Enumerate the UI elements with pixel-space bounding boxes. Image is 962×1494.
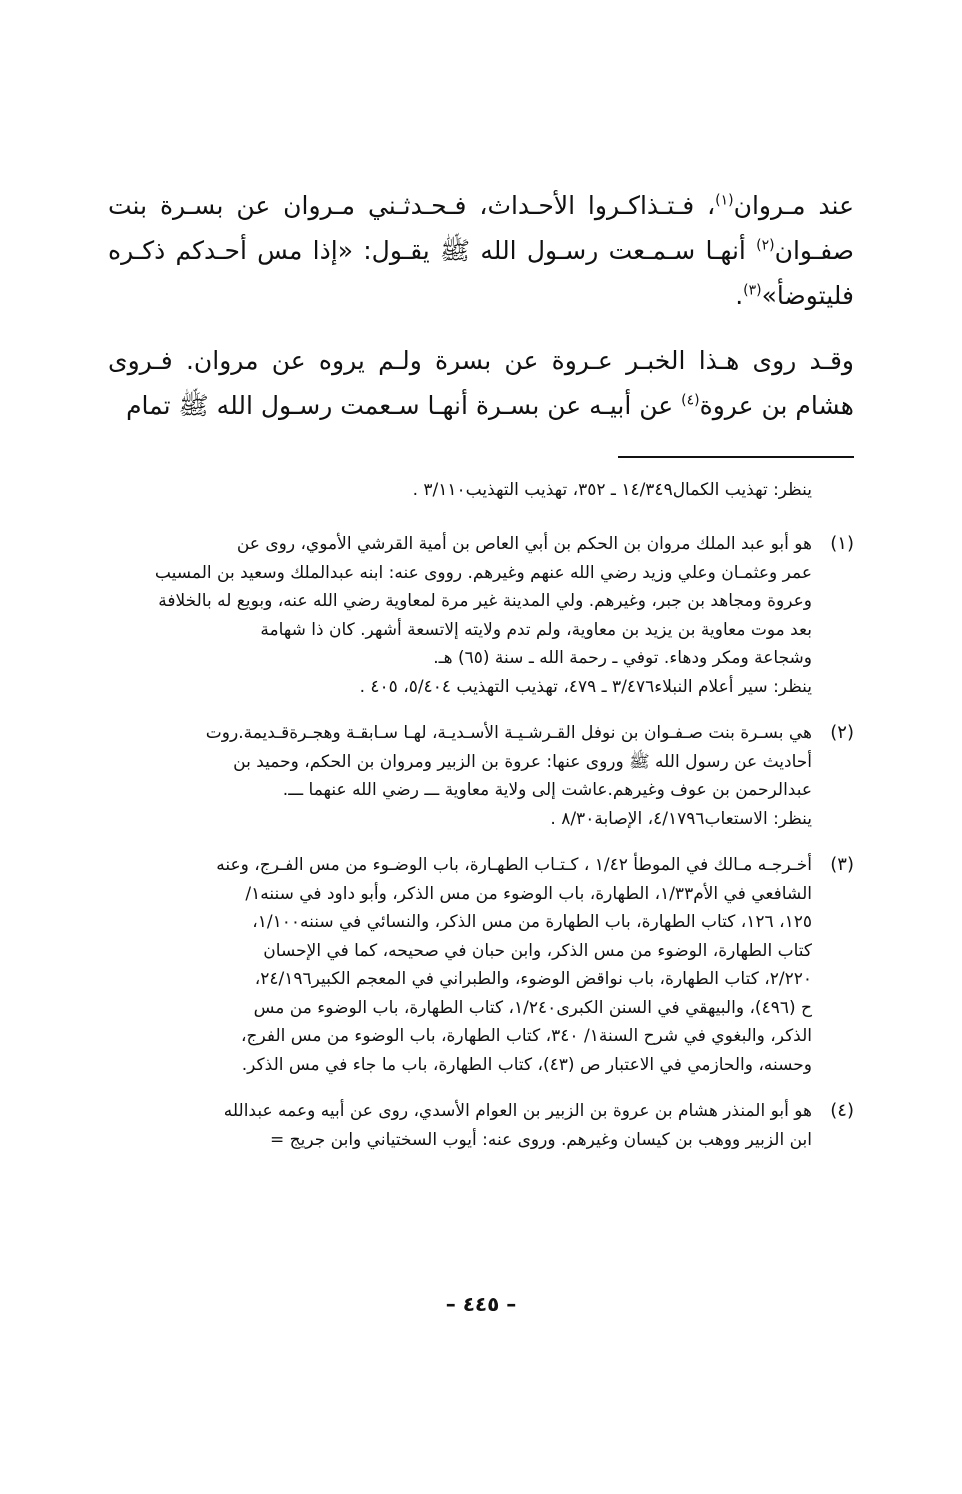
footnote-4 (100, 1097, 854, 1154)
page-number: – ٤٤٥ – (445, 1292, 517, 1316)
main-text (108, 183, 854, 428)
footnote-text (100, 1097, 812, 1154)
text-run: أنهـا سـمـعت رسـول الله ﷺ يقـول: «إذا مس أحـدكم ذكـره فليتوضأ» (108, 236, 854, 310)
footnote-line: ابن الزبير ووهب بن كيسان وغيرهم. وروى عنه: أيوب السختياني وابن جريج = (270, 1129, 812, 1150)
footnote-line: وحسنه، والحازمي في الاعتبار ص (٤٣)، كتاب الطهارة، باب ما جاء في مس الذكر. (241, 1054, 812, 1075)
footnote-text (100, 719, 812, 833)
footnote-line: ٢/٢٢٠، كتاب الطهارة، باب نواقض الوضوء، والطبراني في المعجم الكبير٢٤/١٩٦، (254, 969, 812, 989)
footnote-line: عمر وعثمـان وعلي وزيد رضي الله عنهم وغيرهم. رووى عنه: ابنه عبدالملك وسعيد بن المسيب (154, 562, 812, 583)
footnote-number: (٤) (830, 1100, 854, 1121)
footnote-line: ح (٤٩٦)، والبيهقي في السنن الكبرى١/٢٤٠، كتاب الطهارة، باب الوضوء من مس (253, 997, 812, 1018)
footnote-line: الذكر، والبغوي في شرح السنة١/ ٣٤٠، كتاب الطهارة، باب الوضوء من مس الفرج، (241, 1026, 812, 1046)
footnote-line: ينظر: الاستعاب٤/١٧٩٦، الإصابة٨/٣٠ . (550, 808, 812, 829)
footnote-separator (618, 456, 854, 458)
footnote-line: أحاديث عن رسول الله ﷺ وروى عنها: عروة بن الزبير ومروان بن الحكم، وحميد بن (233, 751, 812, 772)
footnote-number: (٣) (830, 854, 854, 875)
text-run: عن أبيـه عن بسـرة أنهـا سـعمت رسـول الله ﷺ تمام (126, 391, 682, 420)
footnote-line: هو أبو عبد الملك مروان بن الحكم بن أبي العاص بن أمية القرشي الأموي، روى عن (236, 534, 812, 554)
footnote-number: (١) (830, 533, 854, 554)
footnote-line: كتاب الطهارة، الوضوء من مس الذكر، وابن حبان في صحيحه، كما في الإحسان (263, 940, 812, 961)
footnote-line: وشجاعة ومكر ودهاء. توفي ـ رحمة الله ـ سنة (٦٥) هـ. (433, 648, 812, 668)
footnote-1 (100, 530, 854, 701)
paragraph-2 (108, 338, 854, 428)
paragraph-1 (108, 183, 854, 318)
footnotes (100, 530, 854, 1172)
footnote-text (100, 851, 812, 1079)
footnote-line: هو أبو المنذر هشام بن عروة بن الزبير بن العوام الأسدي، روى عن أبيه وعمه عبدالله (223, 1101, 812, 1121)
footnote-marker: (٤) (681, 392, 700, 409)
footnote-line: هي بسـرة بنت صـفـوان بن نوفل القـرشـيـة الأسـديـة، لهـا سـابقـة وهجـرةقـديمة.روت (205, 723, 812, 743)
footnote-line: ١٢٥، ١٢٦، كتاب الطهارة، باب الطهارة من مس الذكر، والنسائي في سننه١/١٠٠، (252, 912, 812, 932)
footnote-line: أخـرجـه مـالك في الموطأ ١/٤٢ ، كـتـاب الطهـارة، باب الوضـوء من مس الفـرج، وعنه (216, 855, 812, 875)
footnote-marker: (١) (715, 192, 734, 209)
footnote-marker: (٢) (756, 237, 775, 254)
footnote-2 (100, 719, 854, 833)
footnote-3 (100, 851, 854, 1079)
carried-footnote: ينظر: تهذيب الكمال١٤/٣٤٩ ـ ٣٥٢، تهذيب التهذيب٣/١١٠ . (412, 480, 812, 500)
footnote-line: بعد موت معاوية بن يزيد بن معاوية، ولم تدم ولايته إلاتسعة أشهر. كان ذا شهامة (260, 619, 812, 640)
text-run: ، فـتـذاكـروا الأحـداث، فـحـدثـني مـروان عن بسـرة بنت صفـوان (108, 191, 854, 265)
text-run: وقـد روى هـذا الخبـر عـروة عن بسرة ولـم يروه عن مروان. فـروى هشام بن عروة (108, 346, 854, 420)
footnote-number: (٢) (830, 722, 854, 743)
footnote-line: الشافعي في الأم١/٣٣، الطهارة، باب الوضوء من مس الذكر، وأبو داود في سننه١/ (245, 883, 812, 904)
footnote-line: عبدالرحمن بن عوف وغيرهم.عاشت إلى ولاية معاوية ـــ رضي الله عنهما ـــ. (282, 780, 812, 800)
footnote-line: وعروة ومجاهد بن جبر، وغيرهم. ولي المدينة غير مرة لمعاوية رضي الله عنه، وبويع له بالخلافة (158, 591, 812, 611)
footnote-text (100, 530, 812, 701)
text-run: عند مـروان (733, 191, 854, 220)
text-run: . (735, 281, 744, 310)
footnote-marker: (٣) (743, 282, 762, 299)
footnote-line: ينظر: سير أعلام النبلاء٣/٤٧٦ ـ ٤٧٩، تهذيب التهذيب ٥/٤٠٤، ٤٠٥ . (359, 676, 812, 697)
